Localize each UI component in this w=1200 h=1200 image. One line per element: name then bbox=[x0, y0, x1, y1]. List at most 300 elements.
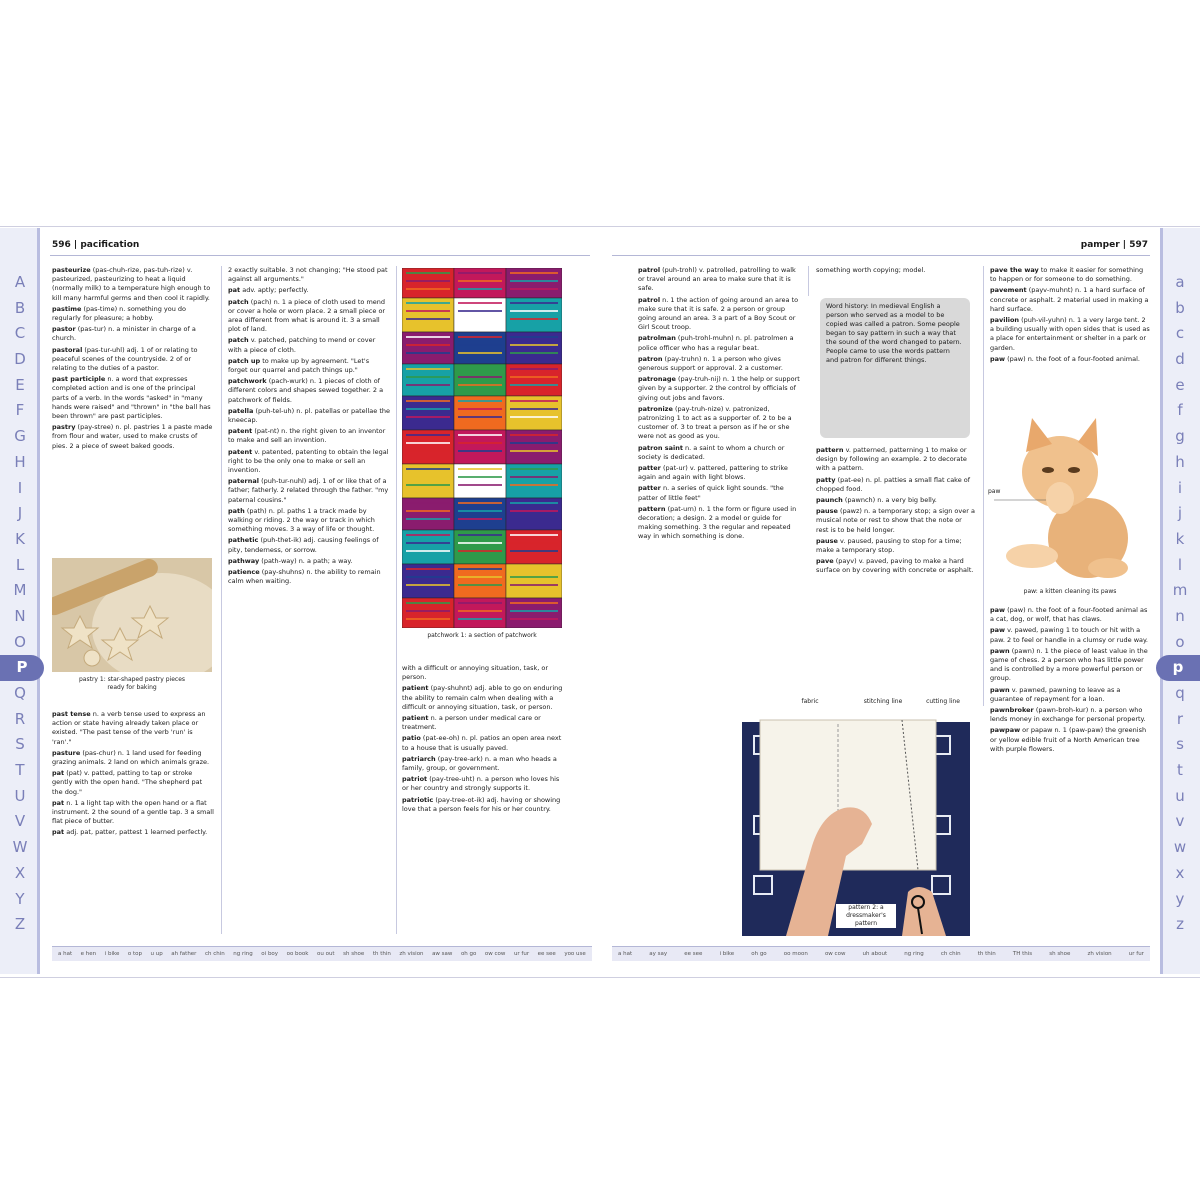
headword: pause bbox=[816, 536, 838, 545]
patchwork-stripe bbox=[510, 384, 558, 386]
column-3 bbox=[402, 664, 564, 936]
headword: pastoral bbox=[52, 345, 83, 354]
right-pronunciation-key bbox=[612, 946, 1150, 961]
headword: patter bbox=[638, 464, 661, 473]
column-1-top bbox=[52, 266, 214, 556]
letter-tab-s[interactable]: s bbox=[1176, 735, 1184, 754]
dict-entry bbox=[816, 446, 976, 474]
letter-tab-a[interactable]: a bbox=[1175, 273, 1185, 291]
headword: path bbox=[228, 506, 245, 515]
kitten-pointer-label: paw bbox=[988, 488, 1001, 495]
dict-entry bbox=[52, 266, 214, 303]
patchwork-stripe bbox=[406, 550, 450, 552]
definition-text: (pat-ee-oh) n. pl. patios an open area next to a house that is usually paved. bbox=[402, 734, 562, 752]
definition-text: v. pawed, pawing 1 to touch or hit with a paw. 2 to feel or handle in a clumsy or rude way. bbox=[990, 626, 1149, 644]
patchwork-stripe bbox=[510, 534, 558, 536]
dict-entry bbox=[228, 477, 390, 505]
patchwork-stripe bbox=[458, 400, 502, 402]
patchwork-stripe bbox=[406, 416, 450, 418]
letter-tab-h[interactable]: H bbox=[14, 452, 26, 471]
patchwork-stripe bbox=[458, 310, 502, 312]
pronunciation-key-item: th thin bbox=[977, 951, 996, 957]
letter-tab-u[interactable]: U bbox=[14, 786, 26, 805]
patchwork-stripe bbox=[406, 484, 450, 486]
patchwork-stripe bbox=[458, 576, 502, 578]
dict-entry bbox=[228, 568, 390, 586]
definition-text: (paw) n. the foot of a four-footed animal as a cat, dog, or wolf, that has claws. bbox=[990, 606, 1148, 624]
patchwork-stripe bbox=[458, 434, 502, 436]
letter-tab-j[interactable]: J bbox=[17, 504, 23, 523]
letter-tab-q[interactable]: q bbox=[1175, 684, 1185, 702]
letter-tab-p[interactable]: P bbox=[0, 655, 44, 681]
patchwork-stripe bbox=[406, 368, 450, 370]
letter-tab-z[interactable]: Z bbox=[14, 915, 26, 934]
letter-tab-h[interactable]: h bbox=[1175, 452, 1185, 471]
dict-entry bbox=[228, 357, 390, 375]
dict-entry bbox=[990, 726, 1150, 754]
pronunciation-key-item: sh shoe bbox=[343, 951, 365, 957]
letter-tab-n[interactable]: n bbox=[1175, 606, 1185, 625]
dict-entry bbox=[402, 684, 564, 712]
pronunciation-key-item: uh about bbox=[862, 951, 888, 957]
patchwork-stripe bbox=[406, 288, 450, 290]
column-6-top bbox=[990, 266, 1150, 406]
pronunciation-key-item: ur fur bbox=[1128, 951, 1144, 957]
pronunciation-key-item: ch chin bbox=[940, 951, 961, 957]
headword: pavement bbox=[990, 286, 1027, 295]
pronunciation-key-item: i bike bbox=[104, 951, 120, 957]
letter-tab-t[interactable]: T bbox=[15, 761, 25, 780]
dict-entry: something worth copying; model. bbox=[816, 266, 926, 274]
letter-tab-w[interactable]: W bbox=[12, 838, 28, 857]
headword: pawn bbox=[990, 646, 1010, 655]
left-header-rule bbox=[50, 255, 590, 256]
dict-entry bbox=[990, 316, 1150, 353]
definition-text: (pat-nt) n. the right given to an inventor to make and sell an invention. bbox=[228, 427, 386, 445]
pastry-caption: pastry 1: star-shaped pastry pieces ready for baking bbox=[78, 676, 186, 691]
pronunciation-key-item: th thin bbox=[372, 951, 391, 957]
stitching-line-label: stitching line bbox=[863, 698, 903, 705]
dict-entry bbox=[228, 286, 390, 295]
pronunciation-key-item: ng ring bbox=[904, 951, 924, 957]
dict-entry bbox=[52, 346, 214, 374]
pronunciation-key-item: yoo use bbox=[564, 951, 586, 957]
headword: patriot bbox=[402, 775, 428, 784]
pronunciation-key-item: oh go bbox=[751, 951, 767, 957]
dict-entry bbox=[638, 334, 804, 352]
patchwork-stripe bbox=[406, 280, 450, 282]
definition-text: (pat-ur) v. pattered, pattering to strike again and again with light blows. bbox=[638, 464, 788, 482]
patchwork-stripe bbox=[406, 400, 450, 402]
patchwork-stripe bbox=[406, 576, 450, 578]
letter-tab-e[interactable]: E bbox=[15, 375, 25, 394]
headword: pave the way bbox=[990, 266, 1039, 274]
dict-entry bbox=[816, 537, 976, 555]
patchwork-stripe bbox=[458, 602, 502, 604]
definition-text: n. a word that expresses completed action and is one of the principal parts of a verb. In the words "asked" in "many hands were raised" and "thrown" in "the ball has been thrown" are past participles. bbox=[52, 375, 211, 421]
definition-text: adj. pat, patter, pattest 1 learned perfectly. bbox=[66, 828, 208, 837]
patchwork-stripe bbox=[406, 542, 450, 544]
patchwork-stripe bbox=[510, 610, 558, 612]
patchwork-stripe bbox=[458, 280, 502, 282]
pronunciation-key-item: TH this bbox=[1012, 951, 1033, 957]
dict-entry bbox=[52, 749, 214, 767]
patchwork-stripe bbox=[458, 518, 502, 520]
patchwork-stripe bbox=[458, 368, 502, 370]
letter-tab-v[interactable]: v bbox=[1175, 812, 1185, 831]
patchwork-stripe bbox=[458, 468, 502, 470]
definition-text: with a difficult or annoying situation, task, or person. bbox=[402, 664, 549, 682]
dict-entry bbox=[990, 686, 1150, 704]
headword: patrol bbox=[638, 295, 661, 304]
dict-entry bbox=[990, 626, 1150, 644]
dict-entry bbox=[990, 706, 1150, 724]
patchwork-stripe bbox=[406, 336, 450, 338]
definition-text: (puh-tur-nuhl) adj. 1 of or like that of a father; fatherly. 2 related through the father. "my paternal cousins." bbox=[228, 477, 389, 504]
dict-entry bbox=[638, 296, 804, 333]
word-history-box bbox=[820, 298, 970, 438]
patchwork-stripe bbox=[406, 518, 450, 520]
definition-text: (pay-truhn) n. 1 a person who gives generous support or approval. 2 a customer. bbox=[638, 354, 783, 373]
patchwork-stripe bbox=[406, 450, 450, 452]
pronunciation-key-item: a hat bbox=[58, 951, 73, 957]
column-divider bbox=[396, 266, 397, 934]
patchwork-stripe bbox=[458, 302, 502, 304]
definition-text: (puh-thet-ik) adj. causing feelings of pity, tenderness, or sorrow. bbox=[228, 536, 379, 554]
definition-text: n. a verb tense used to express an action or state having already taken place or existed. "The past tense of the verb 'run' is 'ran'." bbox=[52, 710, 206, 746]
definition-text: n. 1 the action of going around an area to make sure that it is safe. 2 a person or group going around an area. 3 a part of a Boy Scout or Girl Scout troop. bbox=[638, 295, 799, 332]
patchwork-stripe bbox=[510, 318, 558, 320]
definition-text: (pawn-broh-kur) n. a person who lends money in exchange for personal property. bbox=[990, 706, 1146, 724]
dict-entry bbox=[228, 536, 390, 554]
pronunciation-key-item: ng ring bbox=[233, 951, 253, 957]
letter-tab-s[interactable]: S bbox=[15, 735, 25, 754]
patchwork-stripe bbox=[510, 502, 558, 504]
headword: pause bbox=[816, 507, 838, 516]
letter-tab-e[interactable]: e bbox=[1175, 375, 1185, 394]
patchwork-stripe bbox=[458, 384, 502, 386]
dict-entry bbox=[990, 647, 1150, 684]
patchwork-stripe bbox=[510, 618, 558, 620]
right-header-rule bbox=[612, 255, 1150, 256]
headword: patch bbox=[228, 297, 249, 306]
patchwork-stripe bbox=[458, 272, 502, 274]
headword: patent bbox=[228, 447, 253, 456]
definition-text: (pas-time) n. something you do regularly for pleasure; a hobby. bbox=[52, 304, 187, 323]
pronunciation-key-item: oh go bbox=[460, 951, 477, 957]
letter-tab-i[interactable]: I bbox=[17, 478, 23, 497]
headword: pathetic bbox=[228, 536, 259, 545]
letter-tab-x[interactable]: X bbox=[14, 863, 26, 882]
definition-text: v. patented, patenting to obtain the legal right to be the only one to make or sell an invention. bbox=[228, 447, 389, 475]
headword: paw bbox=[990, 626, 1006, 635]
dict-entry bbox=[228, 427, 390, 445]
patchwork-stripe bbox=[510, 602, 558, 604]
letter-tab-m[interactable]: m bbox=[1172, 581, 1188, 600]
letter-tab-f[interactable]: f bbox=[1177, 401, 1183, 420]
dict-entry bbox=[990, 606, 1150, 624]
definition-text: to make up by agreement. "Let's forget our quarrel and patch things up." bbox=[228, 356, 370, 375]
column-divider bbox=[808, 266, 809, 296]
letter-tab-c[interactable]: c bbox=[1175, 324, 1185, 343]
patchwork-stripe bbox=[510, 550, 558, 552]
definition-text: (pay-stree) n. pl. pastries 1 a paste made from flour and water, used to make crusts of pies. 2 a piece of sweet baked goods. bbox=[52, 423, 213, 450]
right-letter-tabs bbox=[1160, 270, 1200, 938]
dict-entry bbox=[228, 336, 390, 354]
definition-text: (puh-trohl-muhn) n. pl. patrolmen a police officer who has a regular beat. bbox=[638, 334, 794, 352]
headword: pavilion bbox=[990, 316, 1020, 325]
patchwork-stripe bbox=[406, 476, 450, 478]
patchwork-stripe bbox=[510, 368, 558, 370]
left-page-header: 596 | pacification bbox=[52, 240, 140, 250]
definition-text: v. patterned, patterning 1 to make or design by following an example. 2 to decorate with a pattern. bbox=[816, 446, 967, 473]
definition-text: (pay-truh-nij) n. 1 the help or support given by a supporter. 2 the control by officials of giving out jobs and favors. bbox=[638, 375, 800, 402]
letter-tab-f[interactable]: F bbox=[15, 401, 25, 420]
letter-tab-o[interactable]: o bbox=[1175, 632, 1185, 651]
dict-entry bbox=[816, 557, 976, 575]
letter-tab-k[interactable]: k bbox=[1175, 529, 1185, 548]
pastry-photo bbox=[52, 558, 212, 672]
letter-tab-u[interactable]: u bbox=[1175, 786, 1185, 805]
right-page-header: pamper | 597 bbox=[1080, 240, 1148, 250]
patchwork-stripe bbox=[406, 344, 450, 346]
patchwork-stripe bbox=[406, 272, 450, 274]
pronunciation-key-item: zh vision bbox=[399, 951, 424, 957]
patchwork-stripe bbox=[510, 576, 558, 578]
headword: pat bbox=[52, 828, 65, 837]
headword: patron saint bbox=[638, 443, 683, 452]
patchwork-stripe bbox=[406, 408, 450, 410]
patchwork-stripe bbox=[458, 618, 502, 620]
headword: patchwork bbox=[228, 377, 267, 386]
dict-entry bbox=[402, 714, 564, 732]
letter-tab-m[interactable]: M bbox=[13, 581, 27, 600]
dict-entry bbox=[52, 828, 214, 837]
patchwork-stripe bbox=[510, 272, 558, 274]
pronunciation-key-item: ee see bbox=[684, 951, 703, 957]
patchwork-stripe bbox=[406, 584, 450, 586]
letter-tab-y[interactable]: Y bbox=[15, 889, 25, 908]
dict-entry bbox=[228, 448, 390, 476]
letter-tab-w[interactable]: w bbox=[1173, 838, 1187, 857]
headword: pave bbox=[816, 557, 834, 566]
dict-entry bbox=[990, 286, 1150, 314]
column-divider bbox=[983, 266, 984, 706]
headword: pawpaw bbox=[990, 726, 1021, 735]
pronunciation-key-item: i bike bbox=[719, 951, 735, 957]
patchwork-stripe bbox=[510, 434, 558, 436]
headword: patrol bbox=[638, 266, 661, 274]
headword: patriotic bbox=[402, 795, 434, 804]
letter-tab-j[interactable]: j bbox=[1177, 504, 1183, 523]
patchwork-stripe bbox=[510, 416, 558, 418]
letter-tab-p[interactable]: p bbox=[1156, 655, 1200, 681]
definition-text: (pat-urn) n. 1 the form or figure used in decoration; a design. 2 a model or guide for making something. 3 the regular and repeated way in which something is done. bbox=[638, 504, 797, 541]
dict-entry bbox=[638, 266, 804, 294]
patchwork-stripe bbox=[406, 434, 450, 436]
dict-entry bbox=[638, 484, 804, 502]
letter-tab-g[interactable]: G bbox=[14, 427, 26, 446]
letter-tab-b[interactable]: B bbox=[14, 298, 26, 317]
definition-text: (pay-tree-ot-ik) adj. having or showing love that a person feels for his or her country. bbox=[402, 795, 561, 813]
patchwork-stripe bbox=[510, 584, 558, 586]
letter-tab-d[interactable]: d bbox=[1175, 350, 1185, 369]
dict-entry bbox=[638, 405, 804, 442]
headword: patter bbox=[638, 484, 661, 493]
patchwork-stripe bbox=[510, 542, 558, 544]
headword: patronage bbox=[638, 375, 676, 384]
dict-entry bbox=[402, 755, 564, 773]
letter-tab-r[interactable]: R bbox=[14, 709, 26, 728]
headword: pattern bbox=[816, 446, 844, 454]
sewing-pattern-photo bbox=[742, 696, 970, 936]
pronunciation-key-item: a hat bbox=[618, 951, 633, 957]
patchwork-stripe bbox=[406, 610, 450, 612]
letter-tab-i[interactable]: i bbox=[1177, 478, 1183, 497]
patchwork-stripe bbox=[510, 352, 558, 354]
letter-tab-c[interactable]: C bbox=[14, 324, 26, 343]
dict-entry bbox=[52, 769, 214, 797]
definition-text: (pas-chur) n. 1 land used for feeding grazing animals. 2 land on which animals graze. bbox=[52, 748, 210, 767]
patchwork-stripe bbox=[406, 468, 450, 470]
dict-entry bbox=[52, 423, 214, 451]
patchwork-stripe bbox=[510, 376, 558, 378]
pronunciation-key-item: ow cow bbox=[824, 951, 846, 957]
pronunciation-key-item: ow cow bbox=[484, 951, 506, 957]
definition-text: (pas-chuh-rize, pas-tuh-rize) v. pasteurized, pasteurizing to heat a liquid (normally milk) to a temperature high enough to kill many harmful germs and then cool it rapidly. bbox=[52, 266, 211, 302]
patchwork-stripe bbox=[458, 542, 502, 544]
kitten-caption: paw: a kitten cleaning its paws bbox=[1023, 588, 1117, 595]
headword: paunch bbox=[816, 496, 843, 505]
letter-tab-l[interactable]: l bbox=[1177, 555, 1183, 574]
letter-tab-q[interactable]: Q bbox=[14, 684, 26, 702]
headword: pattern bbox=[638, 504, 666, 513]
headword: patella bbox=[228, 406, 254, 415]
patchwork-caption: patchwork 1: a section of patchwork bbox=[427, 632, 537, 639]
headword: pat bbox=[228, 286, 241, 295]
dict-entry bbox=[816, 476, 976, 494]
patchwork-stripe bbox=[406, 310, 450, 312]
pronunciation-key-item: ou out bbox=[316, 951, 335, 957]
letter-tab-l[interactable]: L bbox=[15, 555, 25, 574]
letter-tab-g[interactable]: g bbox=[1175, 427, 1185, 446]
patchwork-stripe bbox=[458, 584, 502, 586]
letter-tab-a[interactable]: A bbox=[14, 273, 26, 291]
patchwork-stripe bbox=[406, 618, 450, 620]
dict-entry bbox=[402, 775, 564, 793]
definition-text: n. a series of quick light sounds. "the patter of little feet" bbox=[638, 484, 784, 502]
dict-entry bbox=[228, 407, 390, 425]
headword: patient bbox=[402, 714, 429, 723]
headword: paw bbox=[990, 606, 1006, 614]
patchwork-stripe bbox=[458, 352, 502, 354]
kitten-photo bbox=[988, 408, 1136, 584]
letter-tab-r[interactable]: r bbox=[1176, 709, 1184, 728]
pronunciation-key-item: o top bbox=[127, 951, 142, 957]
patchwork-stripe bbox=[458, 450, 502, 452]
definition-text: (pay-shuhns) n. the ability to remain calm when waiting. bbox=[228, 568, 381, 586]
patchwork-stripe bbox=[458, 610, 502, 612]
pronunciation-key-item: ay say bbox=[649, 951, 668, 957]
cutting-line-label: cutting line bbox=[926, 698, 960, 705]
headword: patch up bbox=[228, 356, 261, 365]
patchwork-stripe bbox=[406, 442, 450, 444]
letter-tab-v[interactable]: V bbox=[14, 812, 26, 831]
pronunciation-key-item: ch chin bbox=[204, 951, 225, 957]
pronunciation-key-item: sh shoe bbox=[1049, 951, 1071, 957]
letter-tab-o[interactable]: O bbox=[14, 632, 26, 651]
dict-entry bbox=[638, 505, 804, 542]
letter-tab-x[interactable]: x bbox=[1175, 863, 1185, 882]
patchwork-stripe bbox=[510, 336, 558, 338]
dict-entry bbox=[638, 444, 804, 462]
headword: pawnbroker bbox=[990, 706, 1034, 715]
pronunciation-key-item: ur fur bbox=[513, 951, 530, 957]
dict-entry bbox=[228, 298, 390, 335]
patchwork-stripe bbox=[458, 534, 502, 536]
definition-text: (pas-tur-uhl) adj. 1 of or relating to peaceful scenes of the countryside. 2 of or relating to the duties of a pastor. bbox=[52, 345, 198, 373]
definition-text: (pay-tree-ark) n. a man who heads a family, group, or government. bbox=[402, 754, 557, 773]
patchwork-stripe bbox=[510, 510, 558, 512]
dict-entry bbox=[638, 464, 804, 482]
letter-tab-y[interactable]: y bbox=[1175, 889, 1185, 908]
letter-tab-z[interactable]: z bbox=[1176, 915, 1184, 934]
patchwork-stripe bbox=[510, 344, 558, 346]
headword: past tense bbox=[52, 710, 91, 718]
dict-entry bbox=[228, 377, 390, 405]
dict-entry bbox=[638, 355, 804, 373]
column-5-top bbox=[816, 266, 976, 296]
patchwork-stripe bbox=[458, 510, 502, 512]
headword: pasture bbox=[52, 748, 81, 757]
patchwork-stripe bbox=[458, 288, 502, 290]
dict-entry bbox=[402, 664, 564, 682]
headword: patient bbox=[402, 684, 429, 693]
headword: past participle bbox=[52, 375, 106, 384]
definition-text: adv. aptly; perfectly. bbox=[242, 286, 309, 295]
letter-tab-d[interactable]: D bbox=[14, 350, 26, 369]
patchwork-stripe bbox=[510, 468, 558, 470]
pronunciation-key-item: oo book bbox=[286, 951, 309, 957]
definition-text: (pas-tur) n. a minister in charge of a church. bbox=[52, 325, 196, 343]
patchwork-stripe bbox=[406, 352, 450, 354]
patchwork-stripe bbox=[458, 476, 502, 478]
column-1-bottom bbox=[52, 710, 214, 936]
dict-entry bbox=[402, 796, 564, 814]
patchwork-stripe bbox=[458, 442, 502, 444]
letter-tab-n[interactable]: N bbox=[14, 606, 26, 625]
headword: pat bbox=[52, 798, 65, 807]
patchwork-stripe bbox=[406, 534, 450, 536]
headword: patron bbox=[638, 354, 663, 363]
definition-text: 2 exactly suitable. 3 not changing; "He stood pat against all arguments." bbox=[228, 266, 388, 284]
dict-entry bbox=[228, 557, 390, 566]
letter-tab-b[interactable]: b bbox=[1175, 298, 1185, 317]
letter-tab-k[interactable]: K bbox=[15, 529, 25, 548]
patchwork-stripe bbox=[406, 502, 450, 504]
definition-text: (pat) v. patted, patting to tap or stroke gently with the open hand. "The shepherd pat the dog." bbox=[52, 769, 203, 796]
patchwork-stripe bbox=[510, 280, 558, 282]
definition-text: (pawnch) n. a very big belly. bbox=[844, 496, 937, 505]
left-letter-tabs bbox=[0, 270, 40, 938]
letter-tab-t[interactable]: t bbox=[1177, 761, 1183, 780]
column-2 bbox=[228, 266, 390, 936]
headword: patriarch bbox=[402, 754, 436, 763]
patchwork-stripe bbox=[406, 376, 450, 378]
definition-text: (path) n. pl. paths 1 a track made by walking or riding. 2 the way or track in which something moves. 3 a way of life or thought. bbox=[228, 506, 375, 534]
definition-text: (paw) n. the foot of a four-footed animal. bbox=[1007, 354, 1140, 363]
dict-entry bbox=[816, 507, 976, 535]
